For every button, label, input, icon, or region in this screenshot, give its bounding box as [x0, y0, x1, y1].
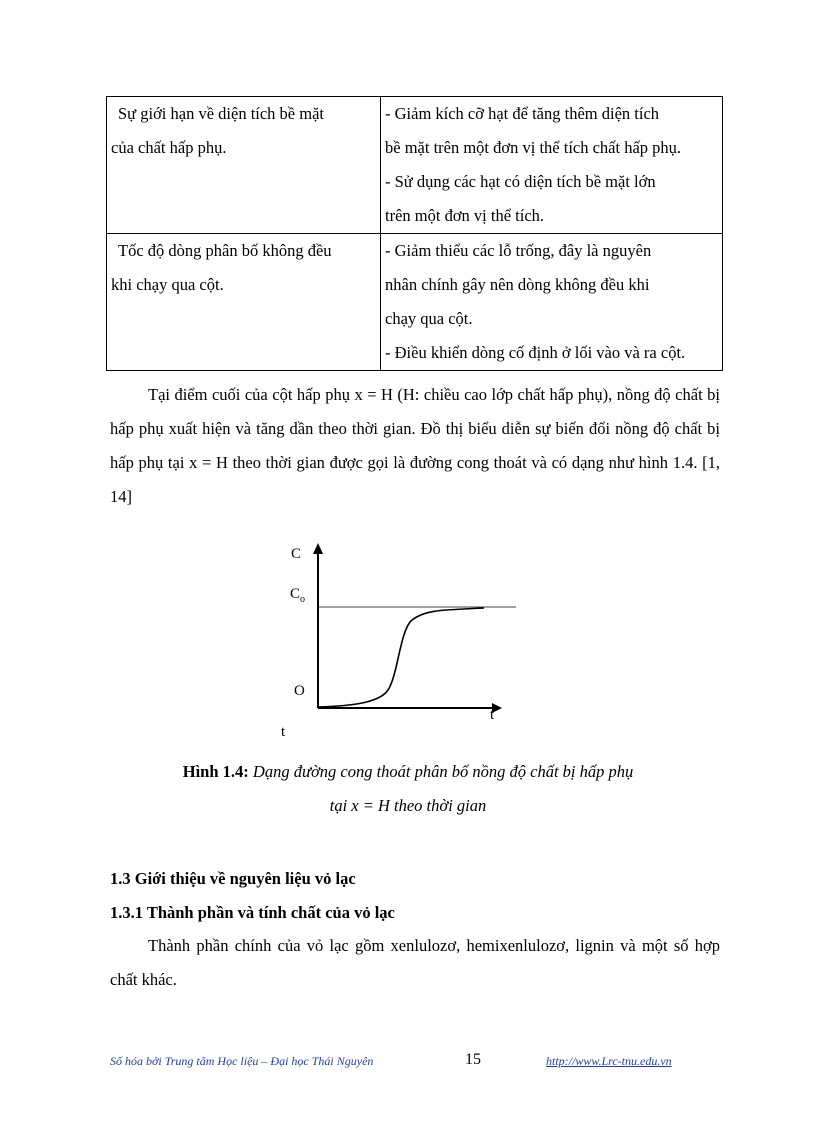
page-number: 15 [465, 1051, 481, 1068]
cell-text: khi chạy qua cột. [111, 275, 224, 294]
table-cell-solution [381, 234, 723, 371]
body-paragraph: Tại điểm cuối của cột hấp phụ x = H (H: chiều cao lớp chất hấp phụ), nồng độ chất bị hấp phụ xuất hiện và tăng dần theo thời gian. Đồ thị biểu diễn sự biến đổi nồng độ chất bị hấp phụ tại x = H theo thời gian được gọi là đường cong thoát và có dạng như hình 1.4. [1, 14] [110, 385, 720, 506]
table-row [107, 97, 723, 234]
y-axis-arrow [313, 543, 323, 554]
cell-text: - Sử dụng các hạt có diện tích bề mặt lớn [385, 172, 656, 191]
table-cell-solution [381, 97, 723, 234]
axis-label-c: C [291, 546, 302, 562]
cell-text: Sự giới hạn về diện tích bề mặt [118, 104, 325, 123]
breakthrough-curve [318, 608, 484, 707]
cell-text: chạy qua cột. [385, 309, 473, 328]
axis-label-t-below: t [281, 724, 286, 740]
origin-label: O [294, 683, 305, 699]
caption-line-1: Dạng đường cong thoát phân bố nồng độ chất bị hấp phụ [252, 762, 634, 781]
axis-label-t: t [490, 707, 495, 723]
cell-text: - Giảm kích cỡ hạt để tăng thêm diện tích [385, 104, 660, 123]
cell-text: của chất hấp phụ. [111, 138, 227, 157]
footer-link[interactable]: http://www.Lrc-tnu.edu.vn [546, 1054, 672, 1068]
cell-text: bề mặt trên một đơn vị thể tích chất hấp phụ. [385, 138, 682, 157]
table-cell-problem [107, 234, 381, 371]
section-heading: 1.3 Giới thiệu về nguyên liệu vỏ lạc [110, 869, 356, 888]
caption-prefix: Hình 1.4: [182, 762, 249, 781]
breakthrough-curve-figure [270, 540, 530, 740]
figure-caption-line-2 [0, 796, 816, 816]
c0-sub: o [300, 594, 306, 605]
caption-line-2: tại x = H theo thời gian [329, 796, 487, 815]
cell-text: Tốc độ dòng phân bố không đều [118, 241, 332, 260]
axis-label-c0 [290, 586, 305, 605]
table-row [107, 234, 723, 371]
cell-text: - Giảm thiểu các lỗ trống, đây là nguyên [385, 241, 652, 260]
table-cell-problem [107, 97, 381, 234]
cell-text: - Điều khiển dòng cố định ở lối vào và ra cột. [385, 343, 686, 362]
cell-text: trên một đơn vị thể tích. [385, 206, 545, 225]
subsection-heading: 1.3.1 Thành phần và tính chất của vỏ lạc [110, 903, 395, 922]
comparison-table [106, 96, 723, 371]
figure-caption [0, 762, 816, 782]
footer-source: Số hóa bởi Trung tâm Học liệu – Đại học Thái Nguyên [110, 1054, 374, 1068]
cell-text: nhân chính gây nên dòng không đều khi [385, 275, 650, 294]
c0-main: C [290, 586, 301, 602]
body-paragraph: Thành phần chính của vỏ lạc gồm xenlulozơ, hemixenlulozơ, lignin và một số hợp chất khác. [110, 936, 720, 989]
